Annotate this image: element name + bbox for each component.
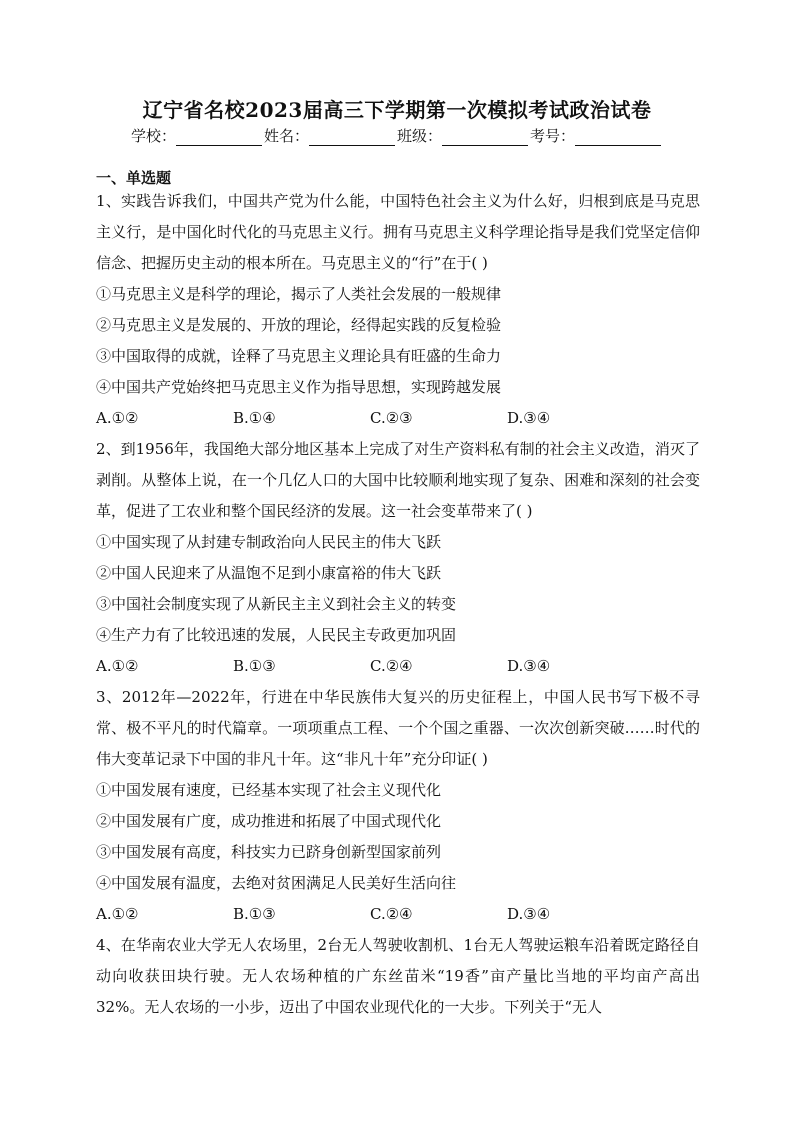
choice-b: B.①③ — [233, 905, 276, 923]
page-title: 辽宁省名校2023届高三下学期第一次模拟考试政治试卷 — [142, 98, 652, 122]
section-title: 一、单选题 — [96, 169, 172, 187]
info-label-school: 学校： — [130, 127, 176, 145]
statement: ①中国发展有速度，已经基本实现了社会主义现代化 — [96, 781, 442, 799]
info-label-exam-number: 考号： — [530, 127, 576, 145]
questions — [96, 186, 700, 1023]
question-1 — [96, 186, 700, 434]
answer-choices — [96, 899, 700, 930]
statement: ③中国取得的成就，诠释了马克思主义理论具有旺盛的生命力 — [96, 347, 502, 365]
question-3 — [96, 682, 700, 930]
school-blank — [176, 129, 262, 146]
statement: ②中国发展有广度，成功推进和拓展了中国式现代化 — [96, 812, 442, 830]
choice-d: D.③④ — [507, 657, 551, 675]
statement: ③中国社会制度实现了从新民主主义到社会主义的转变 — [96, 595, 457, 613]
statement: ④中国共产党始终把马克思主义作为指导思想，实现跨越发展 — [96, 378, 502, 396]
choice-c: C.②③ — [370, 409, 413, 427]
question-4 — [96, 930, 700, 1023]
question-stem: 3、2012年—2022年，行进在中华民族伟大复兴的历史征程上，中国人民书写下极不寻常、极不平凡的时代篇章。一项项重点工程、一个个国之重器、一次次创新突破……时代的伟大变革记录下中国的非凡十年。这“非凡十年”充分印证( ) — [96, 688, 700, 768]
statement: ②中国人民迎来了从温饱不足到小康富裕的伟大飞跃 — [96, 564, 442, 582]
statement: ②马克思主义是发展的、开放的理论，经得起实践的反复检验 — [96, 316, 502, 334]
question-2 — [96, 434, 700, 682]
statement: ④中国发展有温度，去绝对贫困满足人民美好生活向往 — [96, 874, 457, 892]
name-blank — [309, 129, 395, 146]
choice-a: A.①② — [96, 905, 139, 923]
answer-choices — [96, 651, 700, 682]
choice-c: C.②④ — [370, 657, 413, 675]
info-label-class: 班级： — [397, 127, 443, 145]
statement: ③中国发展有高度，科技实力已跻身创新型国家前列 — [96, 843, 442, 861]
statement: ④生产力有了比较迅速的发展，人民民主专政更加巩固 — [96, 626, 457, 644]
choice-b: B.①③ — [233, 657, 276, 675]
choice-a: A.①② — [96, 409, 139, 427]
choice-d: D.③④ — [507, 905, 551, 923]
choice-d: D.③④ — [507, 409, 551, 427]
choice-a: A.①② — [96, 657, 139, 675]
exam-number-blank — [575, 129, 661, 146]
student-info-row — [0, 125, 794, 146]
choice-b: B.①④ — [233, 409, 276, 427]
choice-c: C.②④ — [370, 905, 413, 923]
info-label-name: 姓名： — [263, 127, 309, 145]
question-stem: 4、在华南农业大学无人农场里，2台无人驾驶收割机、1台无人驾驶运粮车沿着既定路径自动向收获田块行驶。无人农场种植的广东丝苗米“19香”亩产量比当地的平均亩产高出32%。无人农场的一小步，迈出了中国农业现代化的一大步。下列关于“无人 — [96, 936, 700, 1016]
question-stem: 2、到1956年，我国绝大部分地区基本上完成了对生产资料私有制的社会主义改造，消灭了剥削。从整体上说，在一个几亿人口的大国中比较顺利地实现了复杂、困难和深刻的社会变革，促进了工农业和整个国民经济的发展。这一社会变革带来了( ) — [96, 440, 700, 520]
statement: ①中国实现了从封建专制政治向人民民主的伟大飞跃 — [96, 533, 442, 551]
answer-choices — [96, 403, 700, 434]
statement: ①马克思主义是科学的理论，揭示了人类社会发展的一般规律 — [96, 285, 502, 303]
class-blank — [442, 129, 528, 146]
question-stem: 1、实践告诉我们，中国共产党为什么能，中国特色社会主义为什么好，归根到底是马克思主义行，是中国化时代化的马克思主义行。拥有马克思主义科学理论指导是我们党坚定信仰信念、把握历史主动的根本所在。马克思主义的“行”在于( ) — [96, 192, 700, 272]
